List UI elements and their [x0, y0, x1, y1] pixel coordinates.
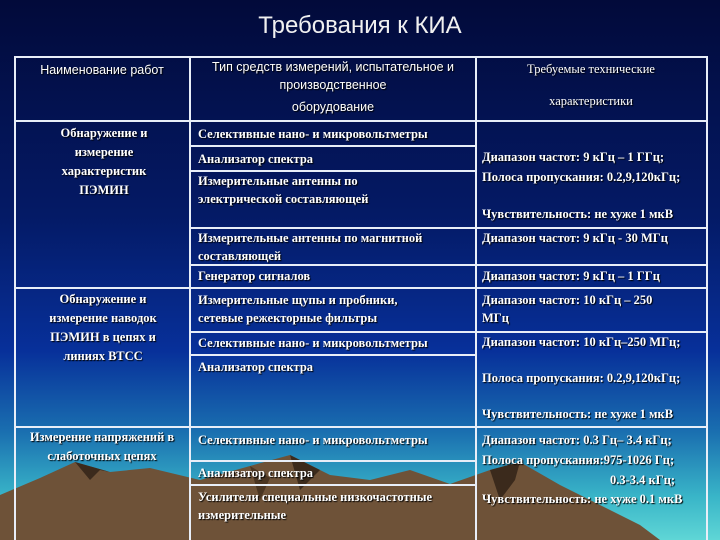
equipment-item: Генератор сигналов [198, 269, 311, 283]
equipment-item: Измерительные антенны по магнитной составляющей [198, 231, 423, 263]
equipment-item: Измерительные щупы и пробники, сетевые режекторные фильтры [198, 293, 398, 325]
equipment-item: Анализатор спектра [198, 360, 314, 374]
equipment-item: Измерительные антенны по электрической составляющей [198, 174, 369, 206]
spec-line: Диапазон частот: 0.3 Гц– 3.4 кГц; [482, 433, 672, 447]
spec-line: Чувствительность: не хуже 1 мкВ [482, 207, 674, 221]
equipment-item: Анализатор спектра [198, 466, 314, 480]
spec-line: Диапазон частот: 10 кГц – 250 МГц [482, 293, 653, 325]
header-equipment-type-2: оборудование [291, 100, 375, 114]
header-work-name: Наименование работ [40, 63, 164, 77]
equipment-item: Селективные нано- и микровольтметры [198, 336, 428, 350]
equipment-item: Селективные нано- и микровольтметры [198, 127, 428, 141]
spec-line: Полоса пропускания: 0.2,9,120кГц; [482, 371, 681, 385]
spec-line: Диапазон частот: 10 кГц–250 МГц; [482, 335, 681, 349]
spec-line: Полоса пропускания: 0.2,9,120кГц; [482, 170, 681, 184]
page-title: Требования к КИА [258, 12, 462, 39]
spec-line: 0.3-3.4 кГц; [610, 473, 676, 487]
spec-line: Полоса пропускания:975-1026 Гц; [482, 453, 675, 467]
spec-line: Диапазон частот: 9 кГц – 1 ГГц [482, 269, 660, 283]
header-specs: Требуемые технические [527, 62, 655, 76]
equipment-item: Усилители специальные низкочастотные измерительные [198, 490, 433, 522]
equipment-item: Анализатор спектра [198, 152, 314, 166]
spec-line: Чувствительность: не хуже 0.1 мкВ [482, 492, 683, 506]
work-name-1: Обнаружение и измерение характеристик ПЭМИН [60, 126, 148, 197]
spec-line: Чувствительность: не хуже 1 мкВ [482, 407, 674, 421]
header-equipment-type: Тип средств измерений, испытательное и производственное [212, 60, 454, 92]
work-name-3: Измерение напряжений в слаботочных цепях [29, 430, 175, 463]
equipment-item: Селективные нано- и микровольтметры [198, 433, 428, 447]
spec-line: Диапазон частот: 9 кГц - 30 МГц [482, 231, 668, 245]
header-specs-2: характеристики [549, 94, 633, 108]
spec-line: Диапазон частот: 9 кГц – 1 ГГц; [482, 150, 665, 164]
work-name-2: Обнаружение и измерение наводок ПЭМИН в цепях и линиях ВТСС [49, 292, 157, 363]
